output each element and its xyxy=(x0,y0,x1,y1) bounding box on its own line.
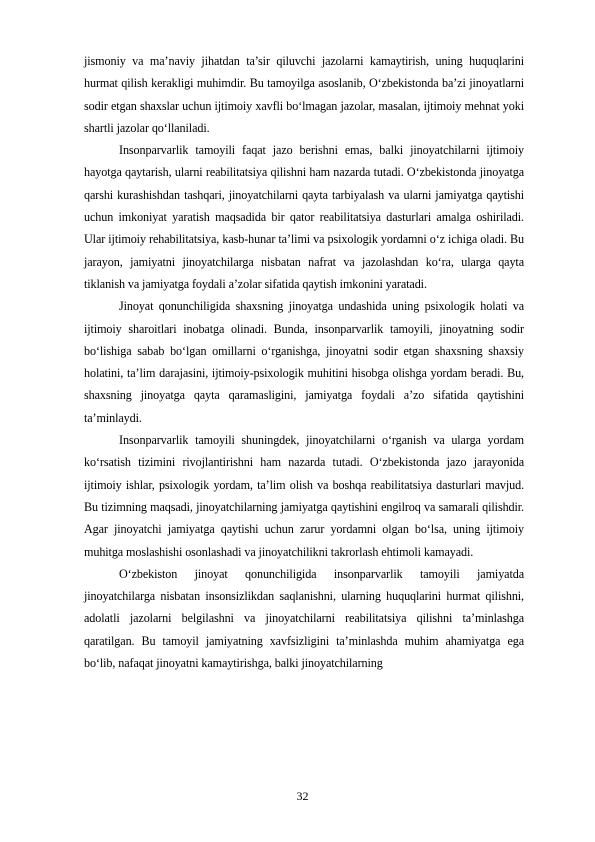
paragraph-3: Jinoyat qonunchiligida shaxsning jinoyatga undashida uning psixologik holati va ijtimoiy sharoitlari inobatga olinadi. Bunda, insonparvarlik tamoyili, jinoyatning sodir bo‘lishiga sabab bo‘lgan omillarni o‘rganishga, jinoyatni sodir etgan shaxsning shaxsiy holatini, ta’lim darajasini, ijtimoiy-psixologik muhitini hisobga olishga yordam beradi. Bu, shaxsning jinoyatga qayta qaramasligini, jamiyatga foydali a’zo sifatida qaytishini ta’minlaydi. xyxy=(84,299,524,425)
paragraph-1: jismoniy va ma’naviy jihatdan ta’sir qiluvchi jazolarni kamaytirish, uning huquqlarini hurmat qilish kerakligi muhimdir. Bu tamoyilga asoslanib, O‘zbekistonda ba’zi jinoyatlarni sodir etgan shaxslar uchun ijtimoiy xavfli bo‘lmagan jazolar, masalan, ijtimoiy mehnat yoki shartli jazolar qo‘llaniladi. xyxy=(84,54,524,135)
page-number: 32 xyxy=(296,789,309,803)
paragraph-2: Insonparvarlik tamoyili faqat jazo berishni emas, balki jinoyatchilarni ijtimoiy hayotga qaytarish, ularni reabilitatsiya qilishni ham nazarda tutadi. O‘zbekistonda jinoyatga qarshi kurashishdan tashqari, jinoyatchilarni qayta tarbiyalash va ularni jamiyatga qaytishi uchun imkoniyat yaratish maqsadida bir qator reabilitatsiya dasturlari amalga oshiriladi. Ular ijtimoiy rehabilitatsiya, kasb-hunar ta’limi va psixologik yordamni o‘z ichiga oladi. Bu jarayon, jamiyatni jinoyatchilarga nisbatan nafrat va jazolashdan ko‘ra, ularga qayta tiklanish va jamiyatga foydali a’zolar sifatida qaytish imkonini yaratadi. xyxy=(84,143,524,291)
paragraph-5: O‘zbekiston jinoyat qonunchiligida insonparvarlik tamoyili jamiyatda jinoyatchilarga nisbatan insonsizlikdan saqlanishni, ularning huquqlarini hurmat qilishni, adolatli jazolarni belgilashni va jinoyatchilarni reabilitatsiya qilishni ta’minlashga qaratilgan. Bu tamoyil jamiyatning xavfsizligini ta’minlashda muhim ahamiyatga ega bo‘lib, nafaqat jinoyatni kamaytirishga, balki jinoyatchilarning xyxy=(84,566,524,671)
paragraph-4: Insonparvarlik tamoyili shuningdek, jinoyatchilarni o‘rganish va ularga yordam ko‘rsatish tizimini rivojlantirishni ham nazarda tutadi. O‘zbekistonda jazo jarayonida ijtimoiy ishlar, psixologik yordam, ta’lim olish va boshqa reabilitatsiya dasturlari mavjud. Bu tizimning maqsadi, jinoyatchilarning jamiyatga qaytishini engilroq va samarali qilishdir. Agar jinoyatchi jamiyatga qaytishi uchun zarur yordamni olgan bo‘lsa, uning ijtimoiy muhitga moslashishi osonlashadi va jinoyatchilikni takrorlash ehtimoli kamayadi. xyxy=(84,433,524,559)
document-body xyxy=(84,50,524,674)
